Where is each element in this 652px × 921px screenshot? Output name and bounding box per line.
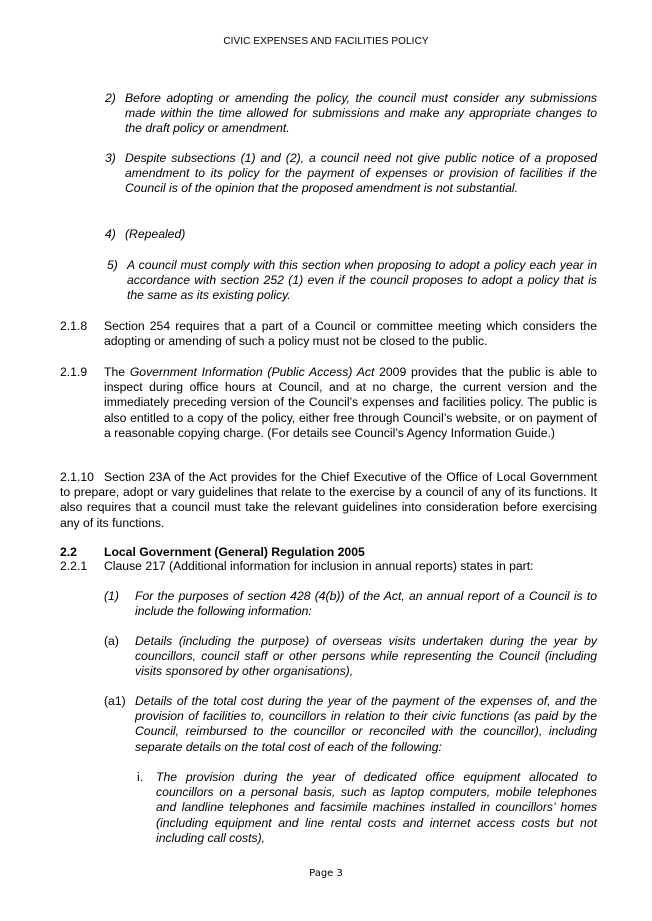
subsection-text: Before adopting or amending the policy, the council must consider any submissions made within the time allowed for submissions and make any appropriate changes to the draft policy or amendment. xyxy=(125,91,597,136)
item-text: Details of the total cost during the year of the payment of the expenses of, and the provision of facilities to, councillors in relation to their civic functions (as paid by the Council, reimbursed to the councillor or reconciled with the councillor), including separate details on the total cost of each of the following: xyxy=(135,694,597,754)
clause-text: Section 254 requires that a part of a Council or committee meeting which considers the adopting or amending of such a policy must not be closed to the public. xyxy=(104,319,597,349)
item-number: (1) xyxy=(104,589,119,603)
section-2-2-heading xyxy=(60,545,597,560)
clause-text: Clause 217 (Additional information for inclusion in annual reports) states in part: xyxy=(104,559,534,573)
subsection-number: 2) xyxy=(105,91,116,105)
subsection-3 xyxy=(105,151,597,197)
act-title: Government Information (Public Access) Act xyxy=(129,365,375,379)
clause-2-1-8 xyxy=(60,319,597,349)
clause-2-1-10 xyxy=(60,470,597,531)
item-text: Details (including the purpose) of overseas visits undertaken during the year by councillors, council staff or other persons while representing the Council (including visits sponsored by other organisations), xyxy=(135,634,597,679)
clause-number: 2.2.1 xyxy=(60,559,88,573)
clause-2-1-9 xyxy=(60,365,597,441)
subsection-2 xyxy=(105,91,597,137)
item-text: The provision during the year of dedicated office equipment allocated to councillors on a personal basis, such as laptop computers, mobile telephones and landline telephones and facsimile machines installed in councillors’ homes (including equipment and line rental costs and internet access costs but not including call costs), xyxy=(156,770,597,845)
subsection-number: 5) xyxy=(107,258,118,272)
item-number: i. xyxy=(137,770,144,784)
clause-text-post: 2009 provides that the public is able to inspect during office hours at Council, and at no charge, the current version and the immediately preceding version of the Council’s expenses and facilities policy. The public is also entitled to a copy of the policy, either free through Council’s website, or on payment of a reasonable copying charge. (For details see Council’s Agency Information Guide.) xyxy=(104,365,598,440)
subsection-5 xyxy=(107,258,597,304)
clause-text-pre: The xyxy=(104,365,130,379)
page-number: Page 3 xyxy=(309,868,343,879)
clause-number: 2.1.10 xyxy=(60,470,94,484)
subsection-text: (Repealed) xyxy=(125,227,186,241)
subsection-4 xyxy=(105,227,597,242)
subsection-text: A council must comply with this section when proposing to adopt a policy each year in accordance with section 252 (1) even if the council proposes to adopt a policy that is the same as its existing policy. xyxy=(127,258,597,303)
regulation-item-1 xyxy=(104,589,597,619)
subsection-number: 3) xyxy=(105,151,116,165)
page-header: CIVIC EXPENSES AND FACILITIES POLICY xyxy=(223,36,429,47)
regulation-item-a1 xyxy=(104,694,597,755)
item-number: (a) xyxy=(104,634,119,648)
item-number: (a1) xyxy=(104,694,126,708)
subsection-number: 4) xyxy=(105,227,116,241)
clause-2-2-1 xyxy=(60,559,597,574)
clause-number: 2.1.8 xyxy=(60,319,88,333)
section-number: 2.2 xyxy=(60,545,77,559)
clause-text: Section 23A of the Act provides for the Chief Executive of the Office of Local Government to prepare, adopt or vary guidelines that relate to the exercise by a council of any of its functions. It also requires that a council must take the relevant guidelines into consideration before exercising any of its functions. xyxy=(60,470,597,530)
regulation-item-a xyxy=(104,634,597,680)
regulation-item-i xyxy=(137,770,597,846)
item-text: For the purposes of section 428 (4(b)) of the Act, an annual report of a Council is to include the following information: xyxy=(135,589,597,619)
subsection-text: Despite subsections (1) and (2), a council need not give public notice of a proposed amendment to its policy for the payment of expenses or provision of facilities if the Council is of the opinion that the proposed amendment is not substantial. xyxy=(125,151,597,196)
section-title: Local Government (General) Regulation 2005 xyxy=(104,545,365,559)
clause-number: 2.1.9 xyxy=(60,365,88,379)
